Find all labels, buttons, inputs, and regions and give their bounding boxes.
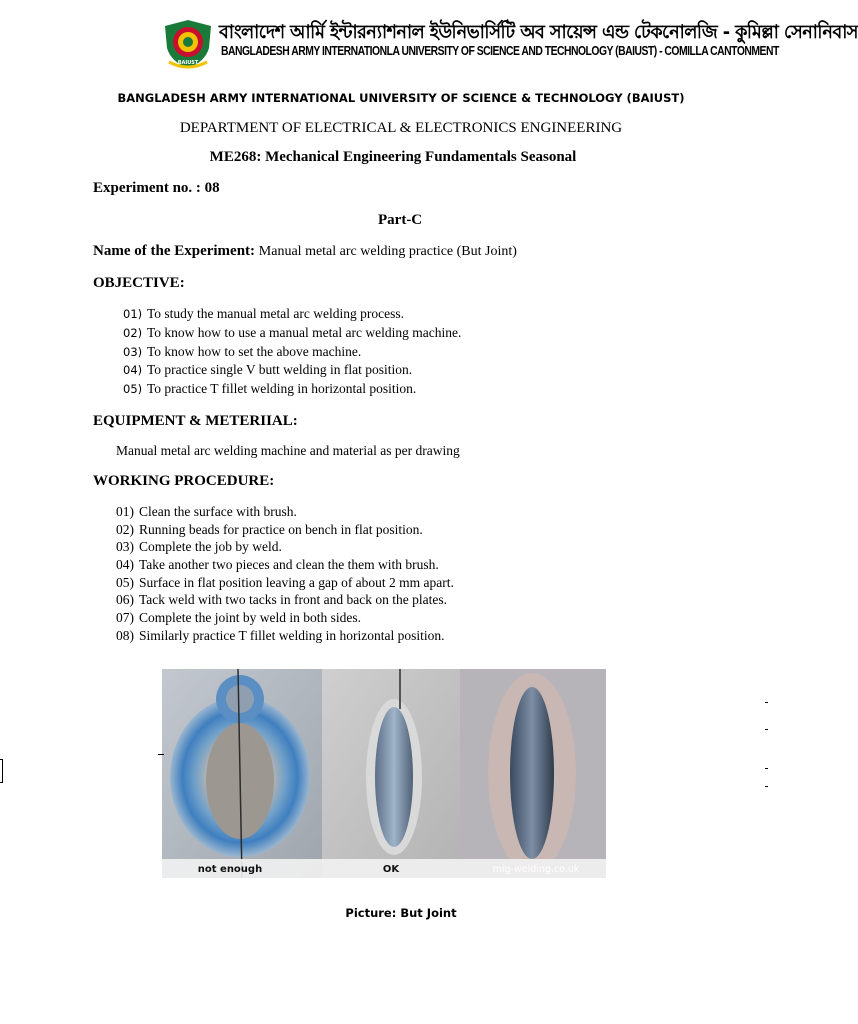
list-item <box>116 628 454 646</box>
list-item <box>123 325 461 344</box>
university-banner <box>159 18 858 70</box>
list-item <box>123 381 461 400</box>
item-text: To know how to set the above machine. <box>147 343 362 359</box>
item-text: Complete the joint by weld in both sides. <box>139 610 361 626</box>
list-item <box>116 539 454 557</box>
list-item <box>116 610 454 628</box>
list-item <box>123 362 461 381</box>
equipment-text: Manual metal arc welding machine and material as per drawing <box>116 443 460 458</box>
item-text: To study the manual metal arc welding process. <box>147 306 404 321</box>
item-number: 04) <box>123 363 143 378</box>
item-number: 08) <box>116 627 134 643</box>
objective-heading: OBJECTIVE: <box>93 275 185 291</box>
list-item <box>116 522 454 540</box>
course-title: ME268: Mechanical Engineering Fundamentals Seasonal <box>209 149 577 165</box>
list-item <box>123 344 461 363</box>
item-text: Take another two pieces and clean the them with brush. <box>139 557 439 573</box>
edge-mark <box>765 702 768 703</box>
label-not-enough: not enough <box>197 864 263 875</box>
department-name: DEPARTMENT OF ELECTRICAL & ELECTRONICS ENGINEERING <box>179 120 623 136</box>
banner-bengali-title: বাংলাদেশ আর্মি ইন্টারন্যাশনাল ইউনিভার্সিটি অব সায়েন্স এন্ড টেকনোলজি - কুমিল্লা সেনানিবাস <box>219 21 858 43</box>
list-item <box>123 306 461 325</box>
list-item <box>116 504 454 522</box>
item-number: 04) <box>116 557 134 573</box>
item-text: Surface in flat position leaving a gap of about 2 mm apart. <box>139 574 454 590</box>
label-ok: OK <box>382 864 400 875</box>
item-text: Complete the job by weld. <box>139 539 282 555</box>
edge-mark <box>158 754 164 755</box>
item-text: Running beads for practice on bench in flat position. <box>139 521 423 537</box>
list-item <box>116 557 454 575</box>
page-edge-box <box>0 759 3 783</box>
item-number: 05) <box>116 574 134 590</box>
item-number: 06) <box>116 592 134 608</box>
figure-caption: Picture: But Joint <box>345 906 457 920</box>
procedure-list <box>116 504 454 646</box>
butt-joint-photo <box>162 669 606 878</box>
experiment-number: Experiment no. : 08 <box>93 180 220 196</box>
edge-mark <box>765 786 768 787</box>
university-logo <box>159 18 217 70</box>
procedure-heading: WORKING PROCEDURE: <box>93 473 275 489</box>
item-text: Tack weld with two tacks in front and back on the plates. <box>139 592 447 608</box>
svg-text:BAIUST: BAIUST <box>177 60 199 66</box>
item-text: To practice single V butt welding in flat position. <box>147 362 413 378</box>
part-label: Part-C <box>378 212 423 228</box>
equipment-heading: EQUIPMENT & METERIIAL: <box>93 413 298 429</box>
item-text: To practice T fillet welding in horizontal position. <box>147 381 417 397</box>
item-text: Similarly practice T fillet welding in horizontal position. <box>139 627 445 643</box>
experiment-name-label: Name of the Experiment: <box>93 243 256 259</box>
edge-mark <box>765 729 768 730</box>
item-number: 03) <box>123 344 143 359</box>
edge-mark <box>765 768 768 769</box>
experiment-name-value: Manual metal arc welding practice (But Joint) <box>258 244 517 259</box>
objective-list <box>123 306 461 400</box>
item-number: 03) <box>116 539 134 555</box>
item-text: Clean the surface with brush. <box>139 504 297 519</box>
list-item <box>116 575 454 593</box>
banner-english-title: BANGLADESH ARMY INTERNATIONLA UNIVERSITY OF SCIENCE AND TECHNOLOGY (BAIUST) - COMILLA CANTONMENT <box>221 44 779 58</box>
list-item <box>116 592 454 610</box>
item-number: 01) <box>116 504 134 519</box>
experiment-name <box>93 243 517 260</box>
item-number: 02) <box>123 325 143 340</box>
label-watermark: mig-welding.co.uk <box>492 864 580 875</box>
university-name: BANGLADESH ARMY INTERNATIONAL UNIVERSITY OF SCIENCE & TECHNOLOGY (BAIUST) <box>117 91 685 105</box>
item-number: 02) <box>116 521 134 537</box>
item-text: To know how to use a manual metal arc welding machine. <box>147 324 462 340</box>
item-number: 01) <box>123 307 143 321</box>
item-number: 07) <box>116 610 134 626</box>
item-number: 05) <box>123 382 143 397</box>
